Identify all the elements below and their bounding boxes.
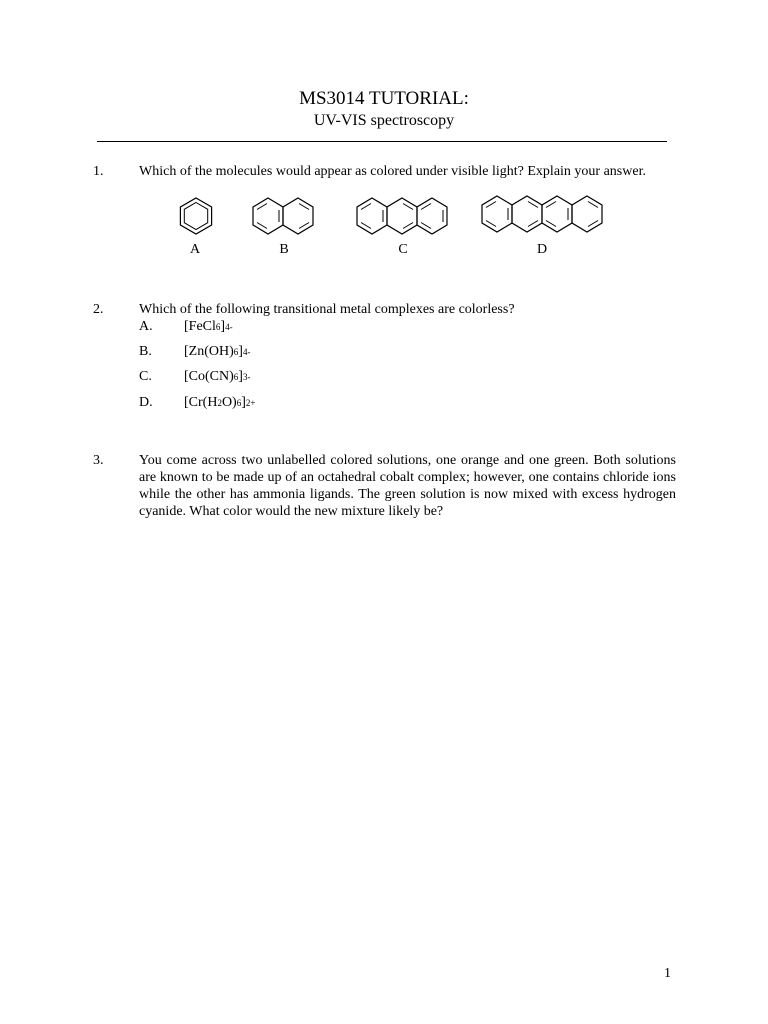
- molecule-b-label: B: [279, 242, 289, 257]
- question-3-number: 3.: [93, 453, 104, 468]
- option-b-formula: [184, 343, 250, 361]
- document-title: MS3014 TUTORIAL:: [299, 88, 469, 109]
- question-1-text: Which of the molecules would appear as colored under visible light? Explain your answer.: [139, 164, 646, 179]
- formula-charge: 4-: [225, 322, 233, 332]
- formula-part: [Co(CN): [184, 369, 234, 384]
- formula-subscript: 6: [215, 322, 221, 332]
- option-a-formula: [184, 318, 233, 336]
- formula-part: ]: [241, 395, 246, 410]
- molecule-c-label: C: [398, 242, 408, 257]
- formula-subscript: 6: [233, 372, 239, 382]
- formula-part: ]: [238, 369, 243, 384]
- formula-charge: 3-: [242, 372, 251, 382]
- formula-part: O): [221, 395, 237, 410]
- question-3-text: You come across two unlabelled colored solutions, one orange and one green. Both solutions are known to be made up of an octahedral cobalt complex; however, one contains chloride ions while the other has ammonia ligands. The green solution is now mixed with excess hydrogen cyanide. What color would the new mixture likely be?: [139, 453, 676, 519]
- option-d-letter: D.: [139, 395, 153, 410]
- formula-subscript: 2: [217, 398, 222, 408]
- formula-part: [Zn(OH): [184, 344, 234, 359]
- formula-charge: 4-: [242, 347, 251, 357]
- formula-part: ]: [220, 319, 226, 334]
- option-d-formula: [184, 394, 255, 412]
- option-c-letter: C.: [139, 369, 152, 384]
- molecule-c-anthracene-structure: [352, 196, 452, 236]
- molecule-b-naphthalene-structure: [248, 196, 318, 236]
- molecule-a-label: A: [189, 242, 201, 257]
- formula-part: ]: [238, 344, 243, 359]
- formula-charge: 2+: [245, 398, 256, 408]
- question-2-number: 2.: [93, 302, 104, 317]
- header-divider: [97, 141, 667, 142]
- page-number: 1: [664, 966, 671, 981]
- formula-part: [Cr(H: [184, 395, 218, 410]
- formula-part: [FeCl: [184, 319, 216, 334]
- option-c-formula: [184, 368, 250, 386]
- document-subtitle: UV-VIS spectroscopy: [313, 112, 455, 129]
- molecule-a-benzene-structure: [176, 196, 216, 236]
- option-a-letter: A.: [139, 319, 153, 334]
- molecule-d-label: D: [536, 242, 548, 257]
- question-2-text: Which of the following transitional metal complexes are colorless?: [139, 302, 515, 317]
- formula-subscript: 6: [236, 398, 242, 408]
- question-1-number: 1.: [93, 164, 104, 179]
- formula-subscript: 6: [233, 347, 239, 357]
- molecule-d-tetracene-structure: [477, 194, 607, 234]
- option-b-letter: B.: [139, 344, 152, 359]
